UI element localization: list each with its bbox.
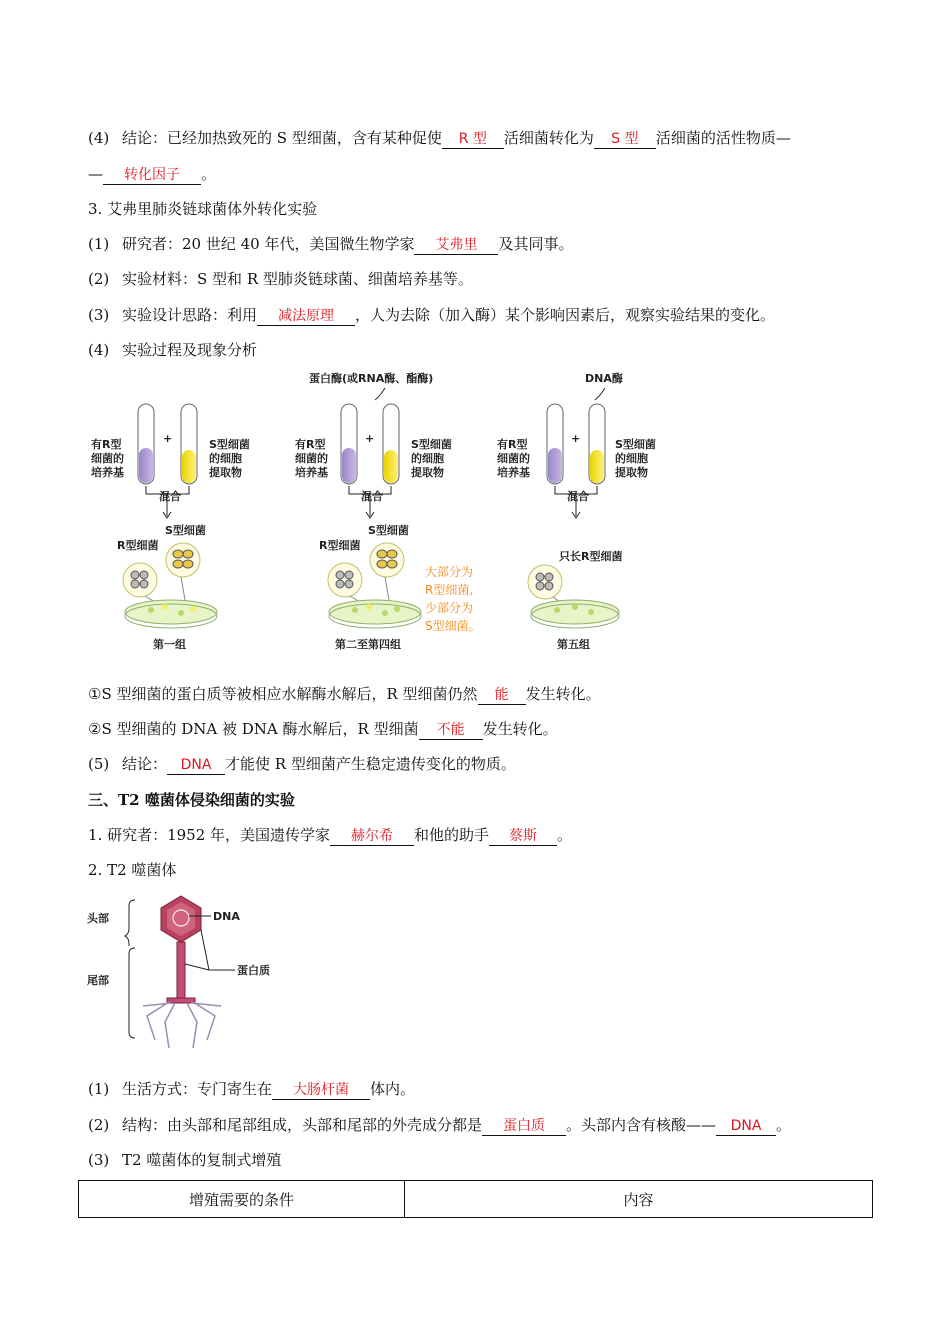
answer-blank: 蛋白质 xyxy=(482,1117,566,1136)
svg-text:S型细菌: S型细菌 xyxy=(209,438,250,451)
item-replication: (3) T2 噬菌体的复制式增殖 xyxy=(88,1151,282,1169)
answer-blank: DNA xyxy=(716,1117,776,1136)
arrow-icon xyxy=(595,388,605,400)
r-bacteria-zoom xyxy=(528,565,562,599)
answer-blank: 蔡斯 xyxy=(489,827,557,846)
dna-label: DNA xyxy=(213,910,240,923)
avery-experiment-figure xyxy=(85,366,656,658)
r-bacteria-zoom xyxy=(328,563,362,597)
svg-text:的细胞: 的细胞 xyxy=(615,452,648,465)
svg-text:有R型: 有R型 xyxy=(91,438,122,451)
t2-researcher: 1. 研究者：1952 年，美国遗传学家 赫尔希 和他的助手 蔡斯 。 xyxy=(88,826,573,844)
arrow-icon xyxy=(375,388,385,400)
item-process: (4) 实验过程及现象分析 xyxy=(88,341,258,359)
svg-text:提取物: 提取物 xyxy=(209,466,242,479)
svg-text:+: + xyxy=(571,432,581,445)
heading-avery: 3. 艾弗里肺炎链球菌体外转化实验 xyxy=(88,200,318,218)
answer-blank: R 型 xyxy=(442,130,504,149)
item-design: (3) 实验设计思路：利用 减法原理 ，人为去除（加入酶）某个影响因素后，观察实验结果的变化。 xyxy=(88,306,776,324)
conclusion-line-2: — 转化因子 。 xyxy=(88,165,217,183)
answer-blank: 艾弗里 xyxy=(414,236,498,255)
svg-text:S型细菌: S型细菌 xyxy=(411,438,452,451)
svg-text:细菌的: 细菌的 xyxy=(91,452,124,465)
t2-heading: 2. T2 噬菌体 xyxy=(88,861,177,879)
svg-text:有R型: 有R型 xyxy=(295,438,326,451)
r-bacteria-zoom xyxy=(123,563,157,597)
s-bacteria-zoom xyxy=(166,543,200,577)
svg-text:培养基: 培养基 xyxy=(295,466,328,479)
table-row xyxy=(79,1181,873,1218)
s-bacteria-zoom xyxy=(370,543,404,577)
table-header-conditions: 增殖需要的条件 xyxy=(79,1181,405,1218)
svg-text:混合: 混合 xyxy=(159,490,181,503)
svg-text:S型细菌: S型细菌 xyxy=(165,524,206,537)
svg-text:R型细菌,: R型细菌, xyxy=(425,583,474,597)
svg-text:的细胞: 的细胞 xyxy=(411,452,444,465)
arrow-icon xyxy=(163,506,171,518)
item-materials: (2) 实验材料：S 型和 R 型肺炎链球菌、细菌培养基等。 xyxy=(88,270,473,288)
handwritten-note: 大部分为 xyxy=(425,565,474,579)
group-1-label: 第一组 xyxy=(153,638,186,651)
head-label: 头部 xyxy=(87,912,109,925)
item-researcher: (1) 研究者：20 世纪 40 年代，美国微生物学家 艾弗里 及其同事。 xyxy=(88,235,574,253)
item-lifestyle: (1) 生活方式：专门寄生在 大肠杆菌 体内。 xyxy=(88,1080,416,1098)
conclusion-line-1: (4) 结论：已经加热致死的 S 型细菌，含有某种促使 R 型 活细菌转化为 S 型 活细菌的活性物质— xyxy=(88,129,791,147)
section-heading-t2: 三、T2 噬菌体侵染细菌的实验 xyxy=(88,791,295,809)
svg-text:S型细菌: S型细菌 xyxy=(368,524,409,537)
svg-text:提取物: 提取物 xyxy=(411,466,444,479)
protein-label: 蛋白质 xyxy=(237,964,270,977)
answer-blank: 赫尔希 xyxy=(330,827,414,846)
item-conclusion: (5) 结论： DNA 才能使 R 型细菌产生稳定遗传变化的物质。 xyxy=(88,755,516,773)
answer-blank: S 型 xyxy=(594,130,656,149)
item-structure: (2) 结构：由头部和尾部组成，头部和尾部的外壳成分都是 蛋白质 。头部内含有核酸—— DNA 。 xyxy=(88,1116,792,1134)
svg-text:S型细菌: S型细菌 xyxy=(615,438,656,451)
replication-table xyxy=(78,1180,873,1218)
svg-text:R型细菌: R型细菌 xyxy=(117,539,159,552)
group-2-4 xyxy=(295,404,481,651)
answer-blank: 减法原理 xyxy=(257,307,355,326)
svg-text:少部分为: 少部分为 xyxy=(425,601,474,615)
group-5-label: 第五组 xyxy=(557,638,590,651)
tail-label: 尾部 xyxy=(87,974,109,987)
svg-text:+: + xyxy=(163,432,173,445)
answer-blank: DNA xyxy=(167,756,225,775)
answer-blank: 不能 xyxy=(419,721,483,740)
analysis-2: ②S 型细菌的 DNA 被 DNA 酶水解后，R 型细菌 不能 发生转化。 xyxy=(88,720,558,738)
t2-phage-figure xyxy=(85,890,285,1050)
group-1 xyxy=(91,404,250,651)
answer-blank: 转化因子 xyxy=(103,166,201,185)
head-brace xyxy=(125,900,135,946)
svg-text:提取物: 提取物 xyxy=(615,466,648,479)
svg-text:R型细菌: R型细菌 xyxy=(319,539,361,552)
analysis-1: ①S 型细菌的蛋白质等被相应水解酶水解后，R 型细菌仍然 能 发生转化。 xyxy=(88,685,601,703)
svg-text:+: + xyxy=(365,432,375,445)
tail-brace xyxy=(129,948,135,1038)
arrow-icon xyxy=(572,506,580,518)
table-header-content: 内容 xyxy=(405,1181,873,1218)
enzyme-label-group3: DNA酶 xyxy=(585,372,623,385)
tail-fibers xyxy=(143,1002,221,1048)
svg-text:混合: 混合 xyxy=(567,490,589,503)
answer-blank: 能 xyxy=(478,686,526,705)
svg-text:培养基: 培养基 xyxy=(497,466,530,479)
svg-text:有R型: 有R型 xyxy=(497,438,528,451)
svg-text:的细胞: 的细胞 xyxy=(209,452,242,465)
svg-text:培养基: 培养基 xyxy=(91,466,124,479)
answer-blank: 大肠杆菌 xyxy=(272,1081,370,1100)
svg-text:细菌的: 细菌的 xyxy=(295,452,328,465)
svg-text:S型细菌。: S型细菌。 xyxy=(425,619,481,633)
enzyme-label-group2: 蛋白酶(或RNA酶、酯酶) xyxy=(309,372,434,385)
svg-text:只长R型细菌: 只长R型细菌 xyxy=(559,550,623,563)
svg-text:细菌的: 细菌的 xyxy=(497,452,530,465)
phage-tail xyxy=(177,942,185,1000)
arrow-icon xyxy=(366,506,374,518)
group-5 xyxy=(497,404,656,651)
svg-text:混合: 混合 xyxy=(361,490,383,503)
group-2-label: 第二至第四组 xyxy=(335,638,401,651)
